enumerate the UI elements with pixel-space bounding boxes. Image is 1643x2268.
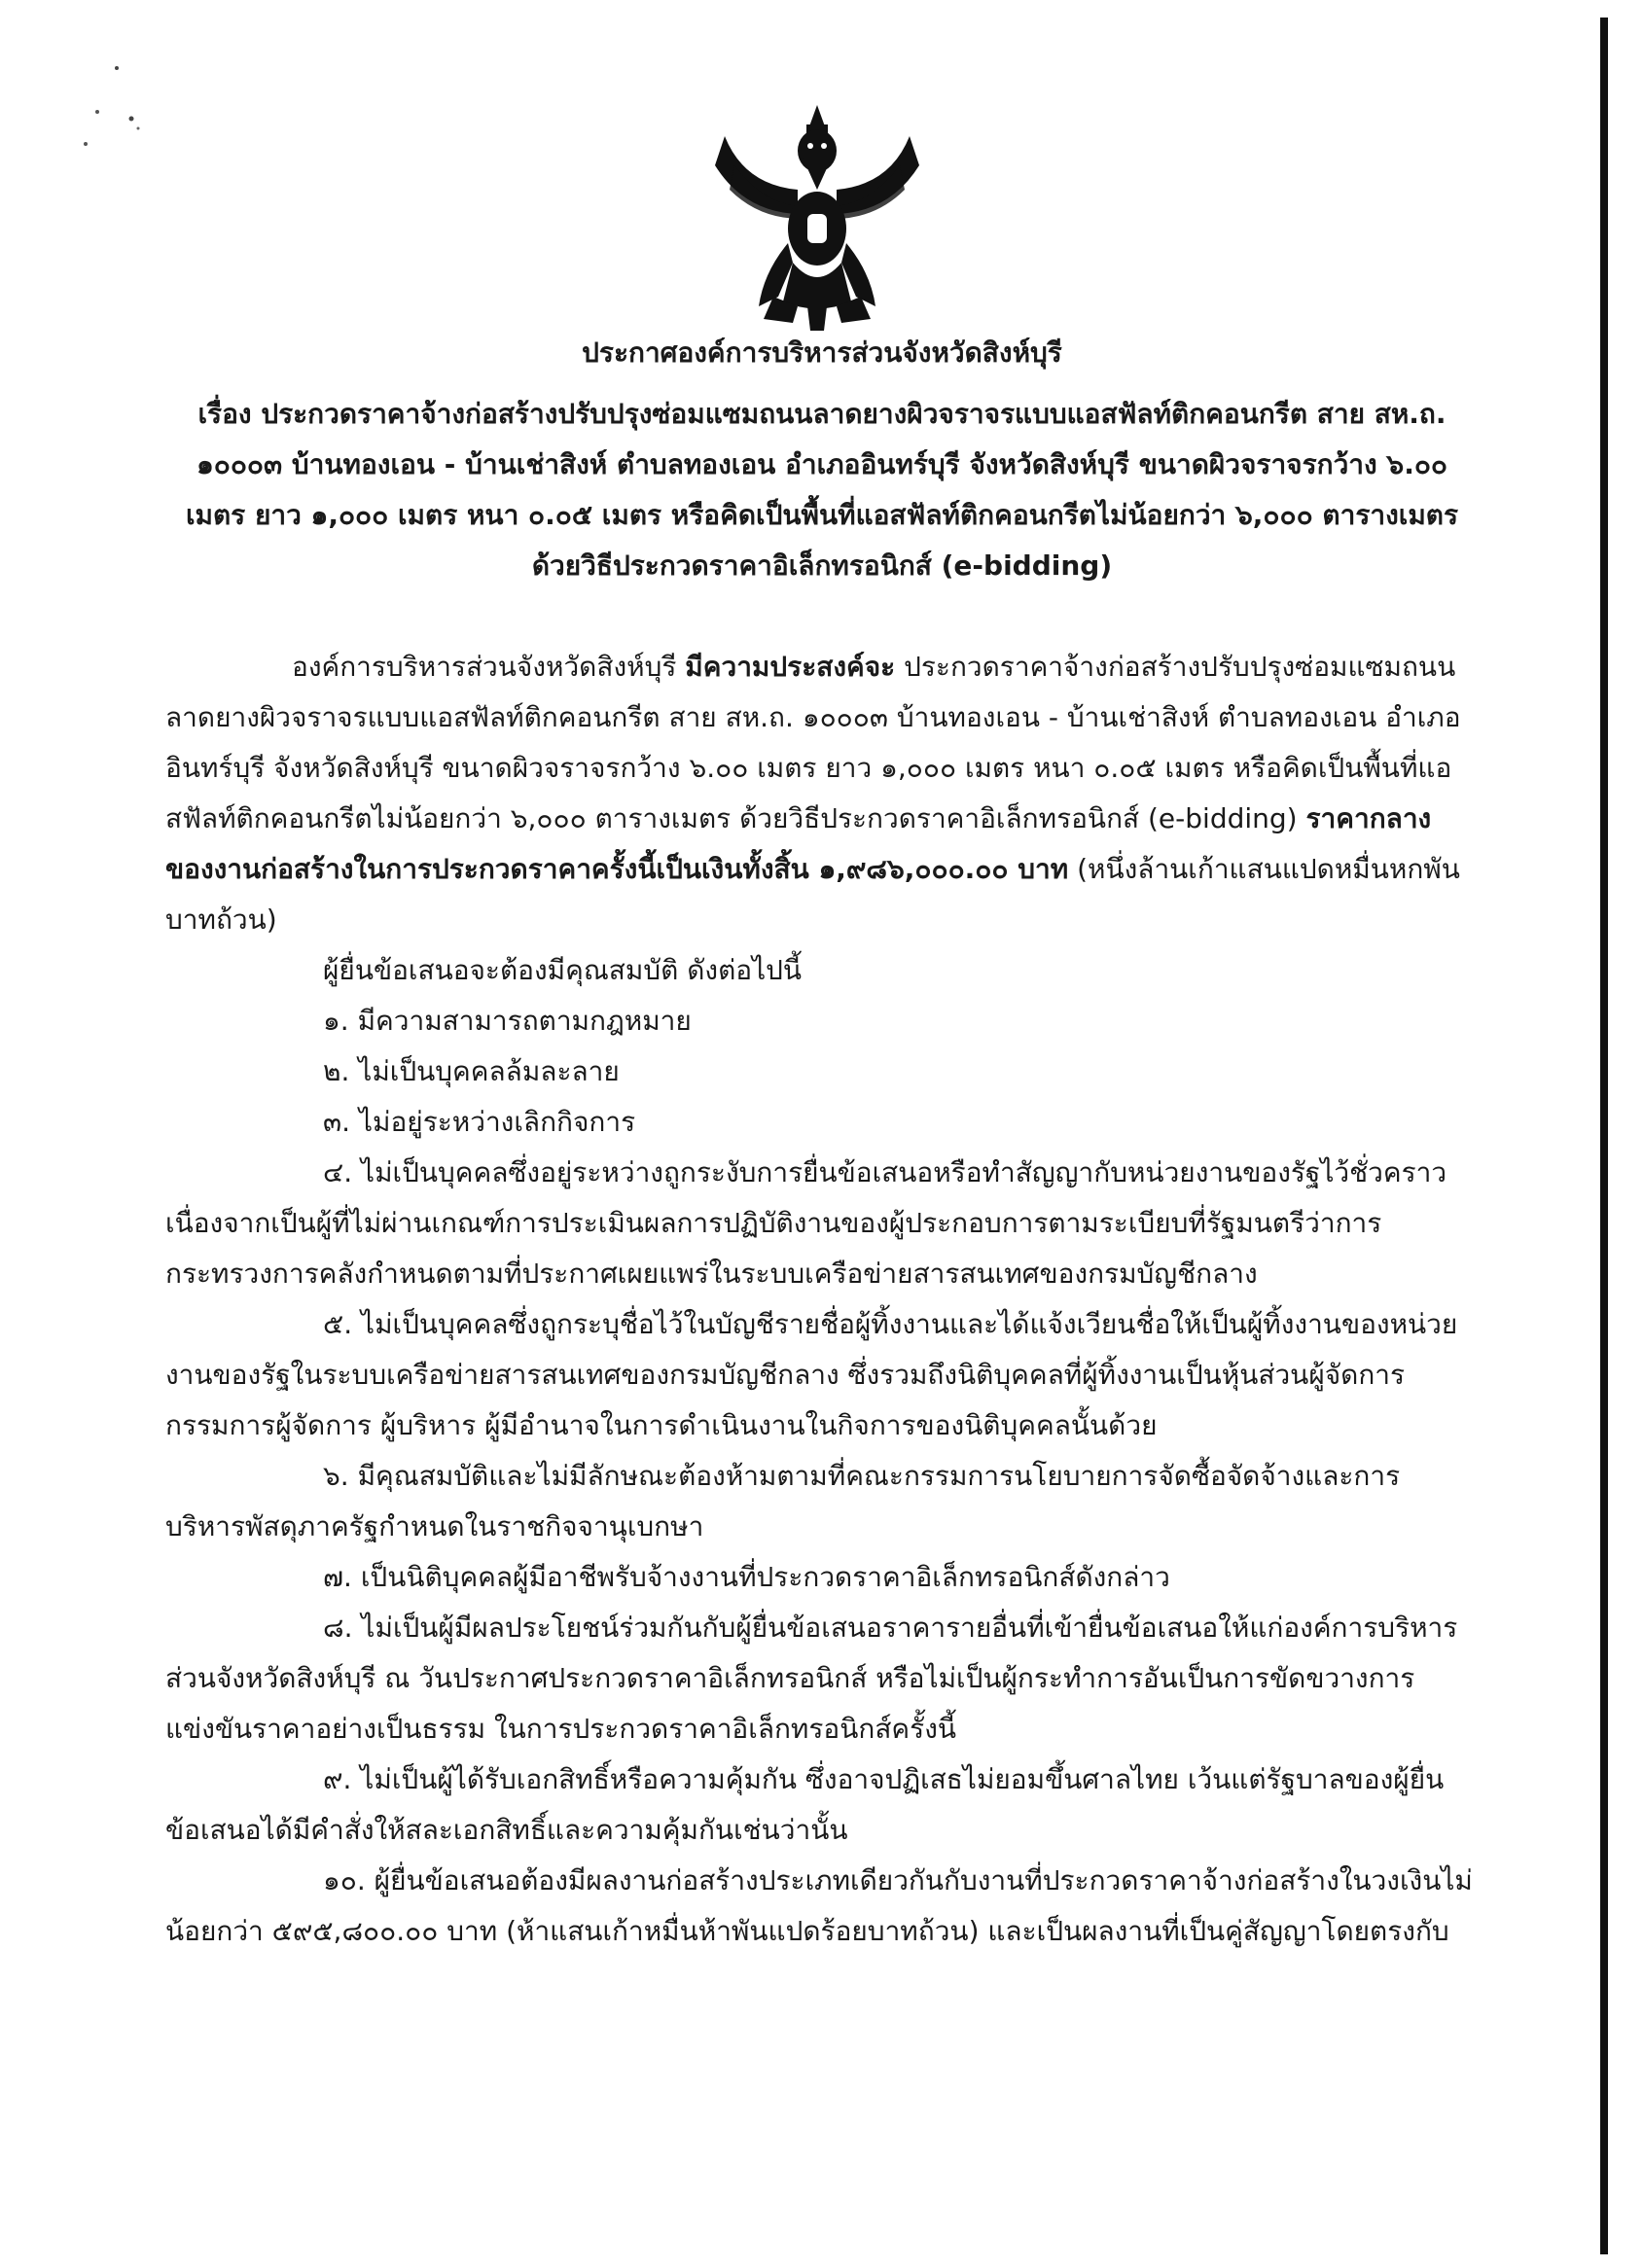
- list-item: ๔. ไม่เป็นบุคคลซึ่งอยู่ระหว่างถูกระงับการยื่นข้อเสนอหรือทำสัญญากับหน่วยงานของรัฐไว้ชั่วคราว เนื่องจากเป็นผู้ที่ไม่ผ่านเกณฑ์การประเมินผลการปฏิบัติงานของผู้ประกอบการตามระเบียบที่รัฐมนตรีว่าการกระทรวงการคลังกำหนดตามที่ประกาศเผยแพร่ในระบบเครือข่ายสารสนเทศของกรมบัญชีกลาง: [165, 1156, 1447, 1290]
- list-item: ๑. มีความสามารถตามกฎหมาย: [323, 1005, 692, 1037]
- subject-block: [165, 389, 1479, 591]
- list-item: ๓. ไม่อยู่ระหว่างเลิกกิจการ: [323, 1106, 636, 1138]
- document-title: ประกาศองค์การบริหารส่วนจังหวัดสิงห์บุรี: [582, 337, 1062, 369]
- scan-specks: [78, 58, 165, 165]
- garuda-emblem: [705, 97, 929, 336]
- list-item: ๘. ไม่เป็นผู้มีผลประโยชน์ร่วมกันกับผู้ยื่นข้อเสนอราคารายอื่นที่เข้ายื่นข้อเสนอให้แก่องค์การบริหารส่วนจังหวัดสิงห์บุรี ณ วันประกาศประกวดราคาอิเล็กทรอนิกส์ หรือไม่เป็นผู้กระทำการอันเป็นการขัดขวางการแข่งขันราคาอย่างเป็นธรรม ในการประกวดราคาอิเล็กทรอนิกส์ครั้งนี้: [165, 1612, 1458, 1745]
- qualifications-heading: ผู้ยื่นข้อเสนอจะต้องมีคุณสมบัติ ดังต่อไปนี้: [323, 954, 803, 986]
- subject-line: เรื่อง ประกวดราคาจ้างก่อสร้างปรับปรุงซ่อมแซมถนนลาดยางผิวจราจรแบบแอสฟัลท์ติกคอนกรีต สาย สห.ถ.: [197, 398, 1447, 430]
- intro-paragraph: องค์การบริหารส่วนจังหวัดสิงห์บุรี มีความประสงค์จะ ประกวดราคาจ้างก่อสร้างปรับปรุงซ่อมแซมถนนลาดยางผิวจราจรแบบแอสฟัลท์ติกคอนกรีต สาย สห.ถ. ๑๐๐๐๓ บ้านทองเอน - บ้านเช่าสิงห์ ตำบลทองเอน อำเภออินทร์บุรี จังหวัดสิงห์บุรี ขนาดผิวจราจรกว้าง ๖.๐๐ เมตร ยาว ๑,๐๐๐ เมตร หนา ๐.๐๕ เมตร หรือคิดเป็นพื้นที่แอสฟัลท์ติกคอนกรีตไม่น้อยกว่า ๖,๐๐๐ ตารางเมตร ด้วยวิธีประกวดราคาอิเล็กทรอนิกส์ (e-bidding) ราคากลางของงานก่อสร้างในการประกวดราคาครั้งนี้เป็นเงินทั้งสิ้น ๑,๙๘๖,๐๐๐.๐๐ บาท (หนึ่งล้านเก้าแสนแปดหมื่นหกพันบาทถ้วน): [165, 651, 1461, 936]
- subject-label: เรื่อง: [197, 398, 252, 430]
- document-body: [165, 642, 1479, 1957]
- intent-phrase: มีความประสงค์จะ: [685, 651, 896, 683]
- subject-line: ๑๐๐๐๓ บ้านทองเอน - บ้านเช่าสิงห์ ตำบลทองเอน อำเภออินทร์บุรี จังหวัดสิงห์บุรี ขนาดผิวจราจรกว้าง ๖.๐๐: [196, 448, 1448, 480]
- median-price: ราคากลางของงานก่อสร้างในการประกวดราคาครั้งนี้เป็นเงินทั้งสิ้น ๑,๙๘๖,๐๐๐.๐๐ บาท: [165, 802, 1432, 885]
- subject-line: ด้วยวิธีประกวดราคาอิเล็กทรอนิกส์ (e-bidding): [531, 549, 1113, 582]
- list-item: ๗. เป็นนิติบุคคลผู้มีอาชีพรับจ้างงานที่ประกวดราคาอิเล็กทรอนิกส์ดังกล่าว: [323, 1561, 1170, 1593]
- list-item: ๙. ไม่เป็นผู้ได้รับเอกสิทธิ์หรือความคุ้มกัน ซึ่งอาจปฏิเสธไม่ยอมขึ้นศาลไทย เว้นแต่รัฐบาลของผู้ยื่นข้อเสนอได้มีคำสั่งให้สละเอกสิทธิ์และความคุ้มกันเช่นว่านั้น: [165, 1763, 1445, 1846]
- list-item: ๖. มีคุณสมบัติและไม่มีลักษณะต้องห้ามตามที่คณะกรรมการนโยบายการจัดซื้อจัดจ้างและการบริหารพัสดุภาครัฐกำหนดในราชกิจจานุเบกษา: [165, 1460, 1401, 1542]
- list-item: ๒. ไม่เป็นบุคคลล้มละลาย: [323, 1055, 620, 1087]
- list-item: ๑๐. ผู้ยื่นข้อเสนอต้องมีผลงานก่อสร้างประเภทเดียวกันกับงานที่ประกวดราคาจ้างก่อสร้างในวงเงินไม่น้อยกว่า ๕๙๕,๘๐๐.๐๐ บาท (ห้าแสนเก้าหมื่นห้าพันแปดร้อยบาทถ้วน) และเป็นผลงานที่เป็นคู่สัญญาโดยตรงกับ: [165, 1864, 1473, 1947]
- list-item: ๕. ไม่เป็นบุคคลซึ่งถูกระบุชื่อไว้ในบัญชีรายชื่อผู้ทิ้งงานและได้แจ้งเวียนชื่อให้เป็นผู้ทิ้งงานของหน่วยงานของรัฐในระบบเครือข่ายสารสนเทศของกรมบัญชีกลาง ซึ่งรวมถึงนิติบุคคลที่ผู้ทิ้งงานเป็นหุ้นส่วนผู้จัดการ กรรมการผู้จัดการ ผู้บริหาร ผู้มีอำนาจในการดำเนินงานในกิจการของนิติบุคคลนั้นด้วย: [165, 1308, 1458, 1441]
- scan-edge: [1600, 18, 1608, 2254]
- subject-line: เมตร ยาว ๑,๐๐๐ เมตร หนา ๐.๐๕ เมตร หรือคิดเป็นพื้นที่แอสฟัลท์ติกคอนกรีตไม่น้อยกว่า ๖,๐๐๐ ตารางเมตร: [185, 499, 1459, 531]
